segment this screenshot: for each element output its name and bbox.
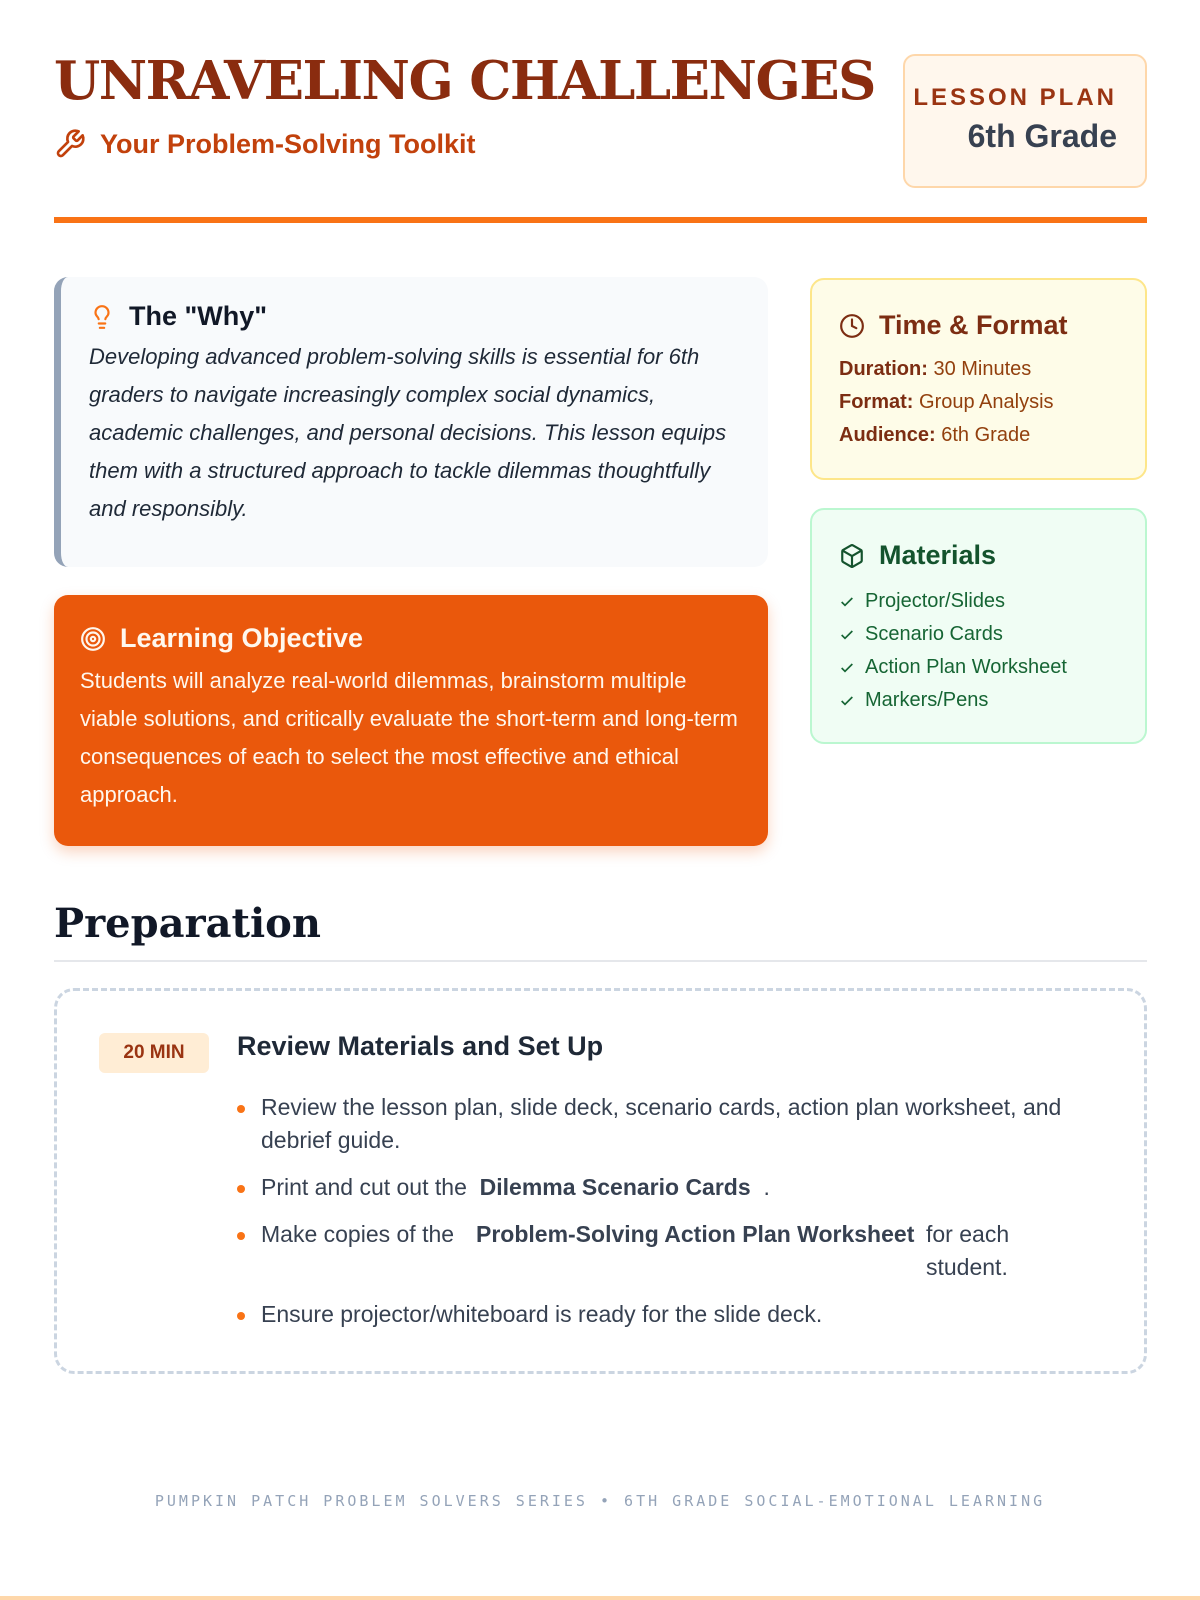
time-format-card [810, 278, 1147, 480]
materials-title: Materials [879, 540, 997, 570]
clock-icon [839, 313, 865, 339]
step-text: Review the lesson plan, slide deck, scenario cards, action plan worksheet, and debrief guide. [261, 1094, 1062, 1153]
header-divider [54, 217, 1147, 223]
material-label: Scenario Cards [865, 623, 1003, 645]
duration-badge: 20 MIN [99, 1033, 209, 1073]
badge-label: LESSON PLAN [913, 84, 1117, 111]
learning-objective-card [54, 595, 768, 846]
material-item [839, 618, 1121, 651]
material-label: Projector/Slides [865, 590, 1006, 612]
bottom-accent-bar [0, 1596, 1200, 1600]
step-text-post: . [763, 1174, 770, 1200]
time-header [839, 310, 1121, 341]
why-header [89, 301, 744, 332]
preparation-divider [54, 960, 1147, 962]
material-label: Markers/Pens [865, 689, 989, 711]
audience-row [839, 419, 1121, 452]
preparation-step-card [54, 988, 1147, 1374]
check-icon [839, 693, 855, 709]
wrench-icon [54, 128, 86, 160]
step-text-bold: Dilemma Scenario Cards [479, 1174, 751, 1200]
duration-row [839, 353, 1121, 386]
objective-header [80, 623, 740, 654]
material-item [839, 651, 1121, 684]
why-body: Developing advanced problem-solving skills is essential for 6th graders to navigate increasingly complex social dynamics, academic challenges, and personal decisions. This lesson equips them with a structured approach to tackle dilemmas thoughtfully and responsibly. [89, 344, 727, 521]
step-text-post: for each student. [926, 1221, 1010, 1280]
step-row [261, 1218, 1097, 1284]
step-title: Review Materials and Set Up [237, 1031, 604, 1061]
step-item [237, 1218, 1097, 1284]
subtitle-text: Your Problem-Solving Toolkit [100, 128, 476, 159]
step-item [237, 1298, 1097, 1331]
step-text: Ensure projector/whiteboard is ready for the slide deck. [261, 1301, 823, 1327]
check-icon [839, 594, 855, 610]
duration-value: 30 Minutes [933, 358, 1032, 380]
format-row [839, 386, 1121, 419]
time-details [839, 353, 1121, 452]
why-card [54, 277, 768, 567]
time-title: Time & Format [879, 310, 1068, 340]
step-item [237, 1171, 1097, 1204]
preparation-steps [237, 1091, 1097, 1345]
step-text-bold: Problem-Solving Action Plan Worksheet [476, 1221, 915, 1247]
footer-series: PUMPKIN PATCH PROBLEM SOLVERS SERIES • 6TH GRADE SOCIAL-EMOTIONAL LEARNING [154, 1492, 1046, 1510]
target-icon [80, 626, 106, 652]
objective-title: Learning Objective [120, 623, 364, 653]
why-title: The "Why" [129, 301, 268, 331]
audience-label: Audience: [839, 424, 936, 446]
lightbulb-icon [89, 304, 115, 330]
objective-body: Students will analyze real-world dilemmas, brainstorm multiple viable solutions, and critically evaluate the short-term and long-term consequences of each to select the most effective and ethical approach. [80, 668, 738, 807]
step-text-pre: Print and cut out the [261, 1174, 467, 1200]
materials-list [839, 585, 1121, 717]
package-icon [839, 543, 865, 569]
badge-grade: 6th Grade [967, 118, 1117, 154]
audience-value: 6th Grade [941, 424, 1031, 446]
materials-header [839, 540, 1121, 571]
materials-card [810, 508, 1147, 744]
step-item [237, 1091, 1097, 1157]
check-icon [839, 660, 855, 676]
page-title: UNRAVELING CHALLENGES [54, 50, 875, 112]
material-label: Action Plan Worksheet [865, 656, 1067, 678]
format-label: Format: [839, 391, 914, 413]
preparation-heading: Preparation [54, 900, 321, 947]
check-icon [839, 627, 855, 643]
material-item [839, 585, 1121, 618]
subtitle [54, 128, 476, 160]
format-value: Group Analysis [919, 391, 1054, 413]
step-text-pre: Make copies of the [261, 1221, 455, 1247]
duration-label: Duration: [839, 358, 928, 380]
lesson-plan-badge [903, 54, 1147, 188]
material-item [839, 684, 1121, 717]
